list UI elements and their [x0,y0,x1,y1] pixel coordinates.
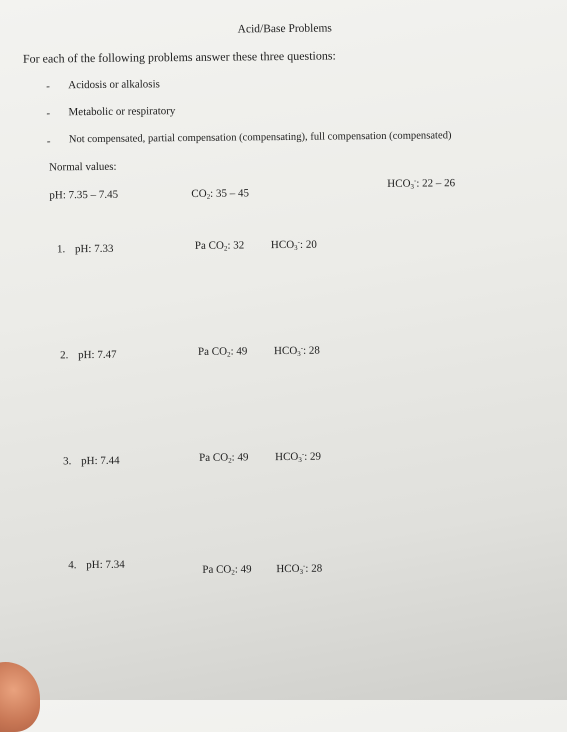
normal-co2: $CO_2$: 35 – 45 [191,187,250,201]
problem-1-hco3: $HCO_3^-$: 20 [270,237,317,252]
bullet-dash: - [46,135,51,148]
problem-3-hco3: $HCO_3^-$: 29 [275,449,322,464]
problem-1-ph: pH: 7.33 [74,242,114,256]
problem-2-ph: pH: 7.47 [77,348,117,362]
problem-3-paco2: Pa $CO_2$: 49 [199,451,249,465]
normal-ph: pH: 7.35 – 7.45 [49,188,119,202]
question-3: Not compensated, partial compensation (compensating), full compensation (compensated) [68,130,452,146]
problem-2-paco2: Pa $CO_2$: 49 [197,345,248,359]
instructions: For each of the following problems answer these three questions: [22,48,336,66]
problem-1-number: 1. [56,243,66,256]
question-2: Metabolic or respiratory [68,105,176,119]
problem-2-hco3: $HCO_3^-$: 28 [273,343,320,358]
problem-1-paco2: Pa $CO_2$: 32 [194,239,245,253]
problem-2-number: 2. [59,349,69,362]
problem-4-hco3: $HCO_3^-$: 28 [276,561,323,576]
problem-4-ph: pH: 7.34 [86,558,125,572]
bullet-dash: - [46,80,50,93]
problem-4-paco2: Pa $CO_2$: 49 [202,563,252,577]
problem-3-ph: pH: 7.44 [81,454,120,468]
question-1: Acidosis or alkalosis [68,78,160,92]
bullet-dash: - [46,107,51,120]
document-title: Acid/Base Problems [237,22,332,36]
normal-hco3: $HCO_3^-$: 22 – 26 [387,176,456,191]
problem-4-number: 4. [68,559,77,572]
normal-values-label: Normal values: [49,160,117,174]
problem-3-number: 3. [63,455,72,468]
